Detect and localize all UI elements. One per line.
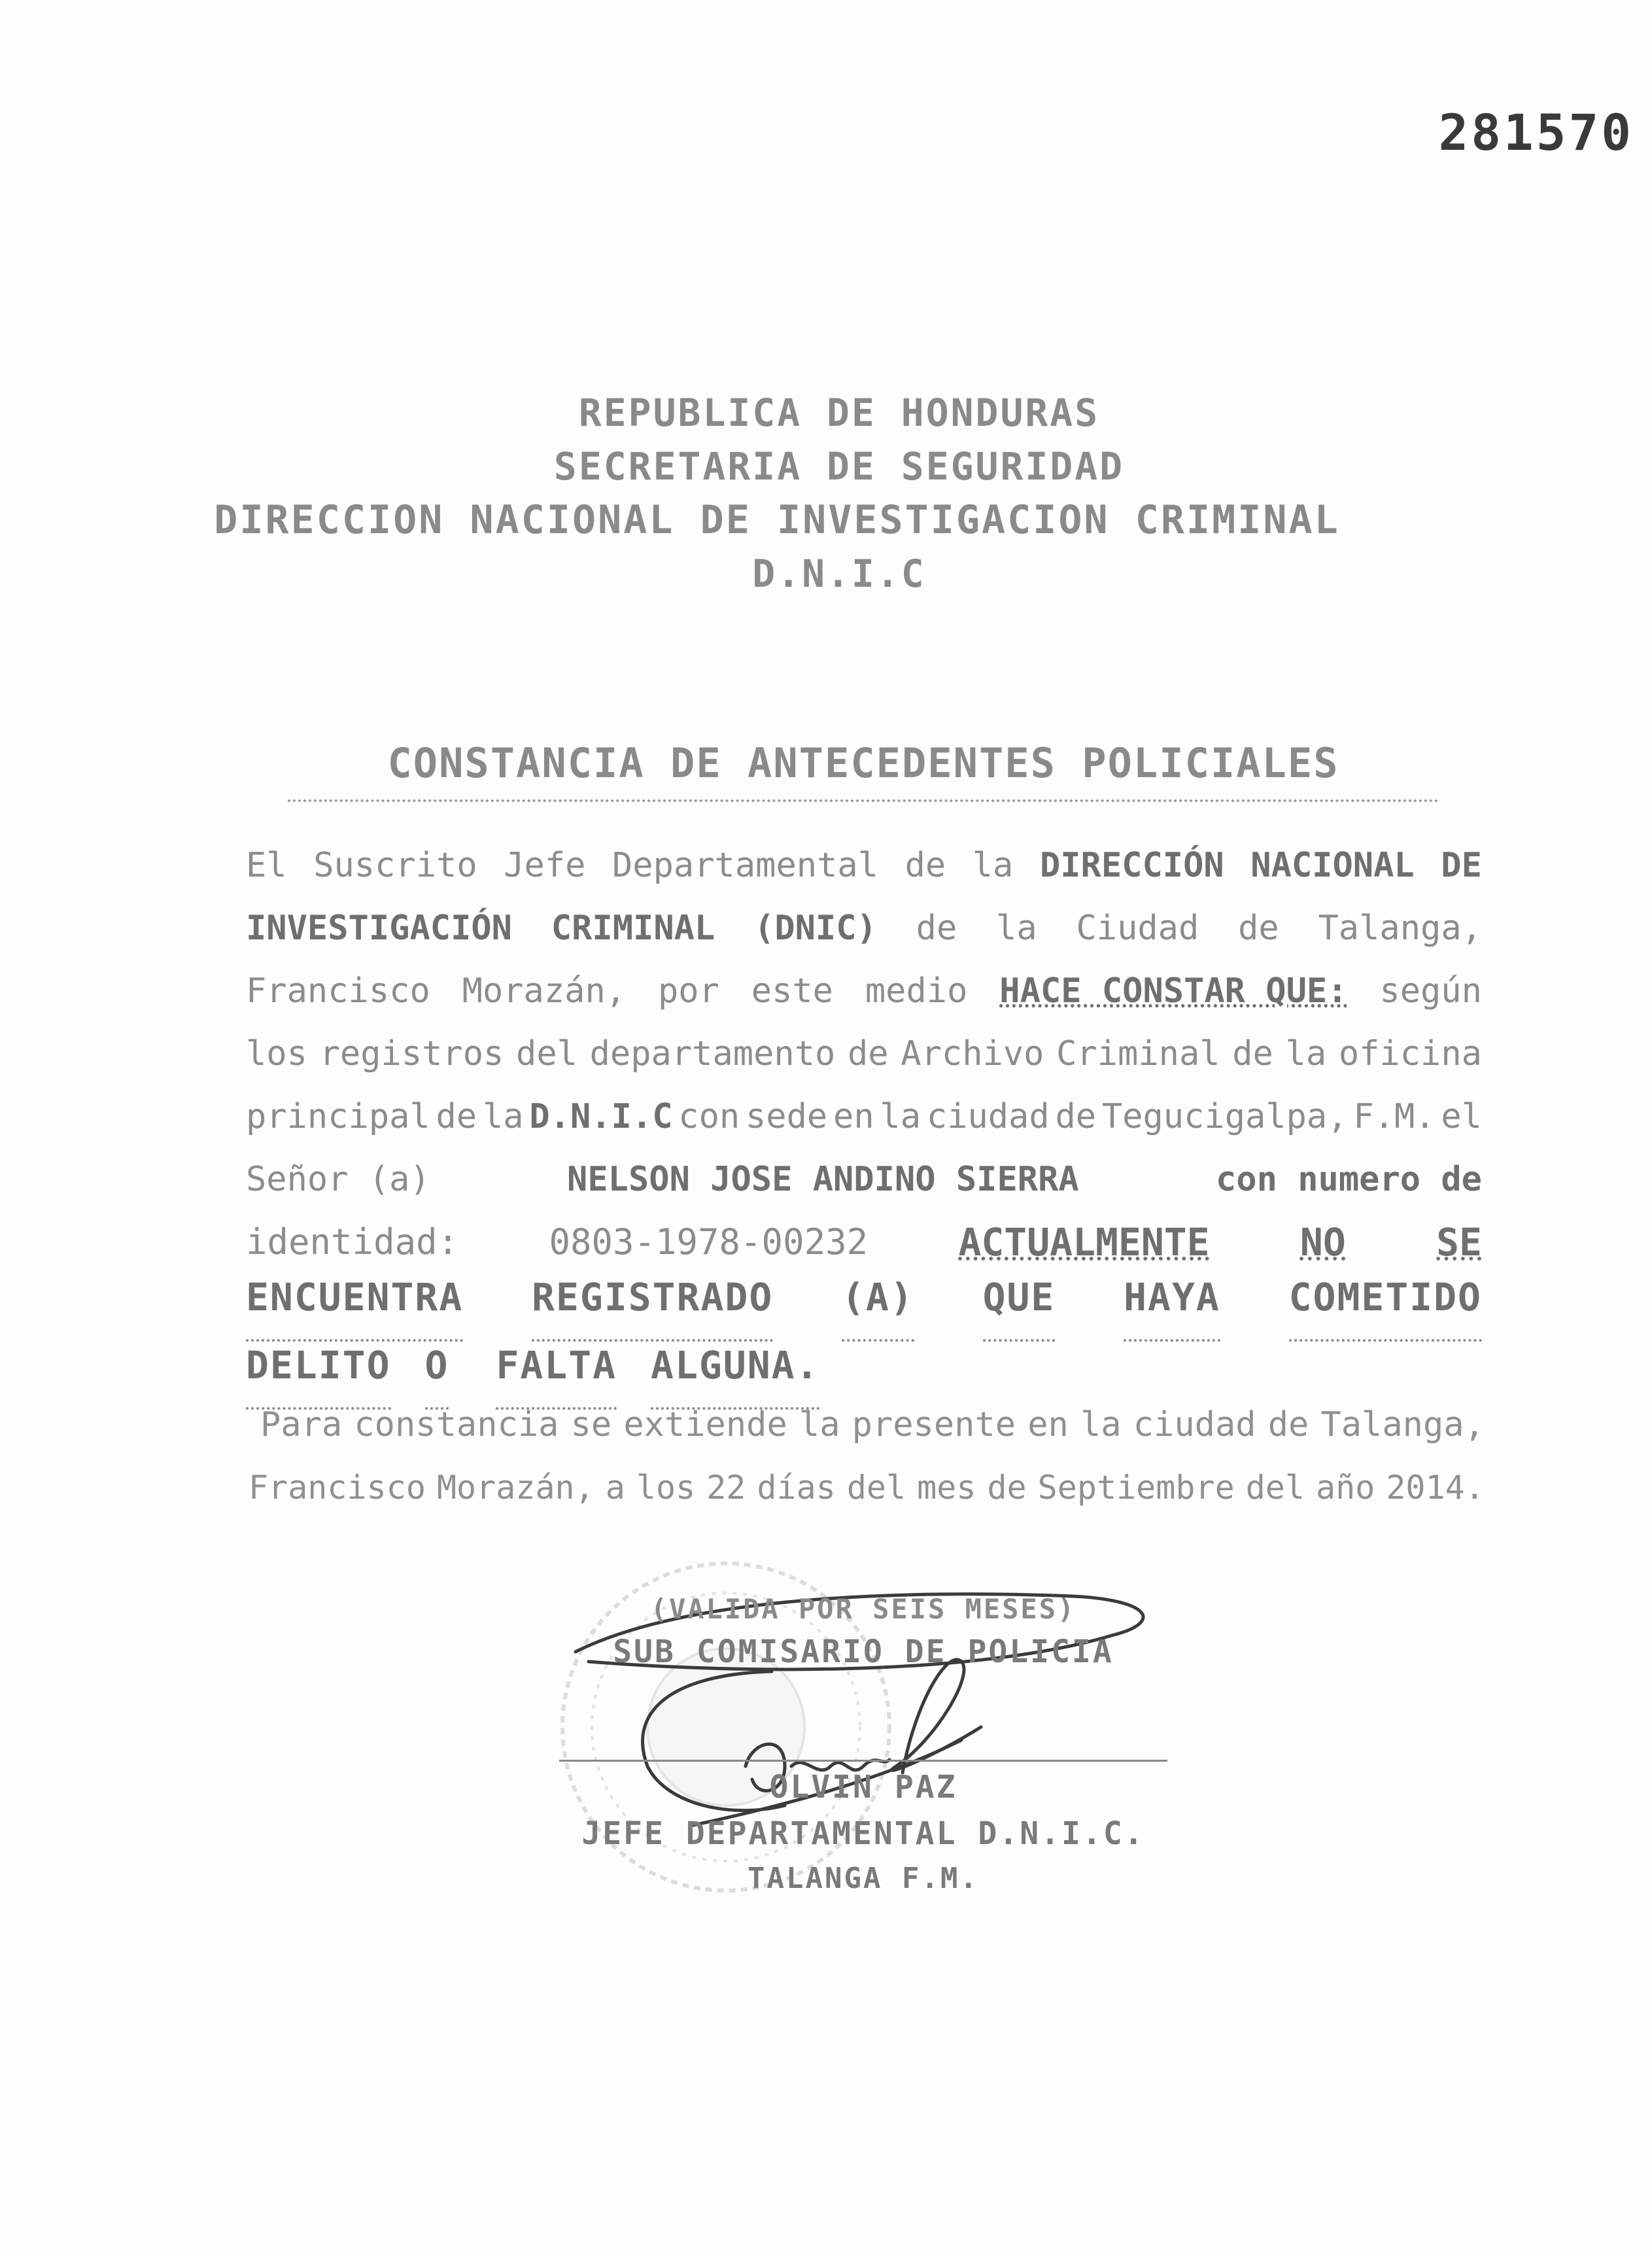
document-header bbox=[0, 386, 1652, 601]
body-line-5 bbox=[246, 1085, 1482, 1148]
emph-word: COMETIDO bbox=[1289, 1274, 1482, 1342]
signature-block bbox=[549, 1590, 1177, 1900]
emph-word: O bbox=[425, 1342, 449, 1410]
word-bold: (DNIC) bbox=[754, 909, 877, 948]
body-line-6 bbox=[246, 1148, 1482, 1211]
id-number: 0803-1978-00232 bbox=[549, 1221, 869, 1263]
word: este bbox=[751, 971, 833, 1011]
word: mes bbox=[917, 1469, 976, 1507]
word: Departamental bbox=[612, 846, 878, 885]
body-line-1 bbox=[246, 834, 1482, 897]
emph-word: SE bbox=[1436, 1220, 1482, 1265]
word: Francisco bbox=[246, 971, 430, 1011]
word: la bbox=[880, 1097, 921, 1136]
word: de bbox=[1232, 1034, 1273, 1073]
word-bold: INVESTIGACIÓN bbox=[246, 909, 512, 948]
word: de bbox=[904, 846, 946, 885]
word: El bbox=[246, 846, 287, 885]
signer-title: JEFE DEPARTAMENTAL D.N.I.C. bbox=[581, 1815, 1145, 1852]
word: del bbox=[1245, 1469, 1305, 1507]
word: Morazán, bbox=[436, 1469, 594, 1507]
word: medio bbox=[865, 971, 968, 1011]
emph-word: ALGUNA. bbox=[651, 1342, 819, 1410]
word: 22 bbox=[706, 1469, 746, 1507]
body-line-4 bbox=[246, 1022, 1482, 1085]
serial-number: 281570 bbox=[1438, 103, 1634, 162]
word: Para bbox=[260, 1405, 343, 1444]
signer-rank: SUB COMISARIO DE POLICIA bbox=[613, 1633, 1114, 1670]
header-country: REPUBLICA DE HONDURAS bbox=[578, 391, 1100, 435]
emph-word: DELITO bbox=[246, 1342, 391, 1410]
word: Talanga, bbox=[1318, 909, 1482, 948]
word-bold: NACIONAL bbox=[1250, 846, 1415, 885]
body-line-7 bbox=[246, 1211, 1482, 1274]
word: oficina bbox=[1338, 1034, 1482, 1073]
word: de bbox=[847, 1034, 889, 1073]
word: Criminal bbox=[1056, 1034, 1220, 1073]
word: la bbox=[972, 846, 1014, 885]
word-bold: CRIMINAL bbox=[551, 909, 715, 948]
word-bold: D.N.I.C bbox=[529, 1097, 673, 1136]
word: registros bbox=[319, 1034, 504, 1073]
title-underline bbox=[288, 799, 1439, 802]
word: año bbox=[1316, 1469, 1375, 1507]
word: ciudad bbox=[926, 1097, 1050, 1136]
signer-location: TALANGA F.M. bbox=[748, 1862, 979, 1895]
title-prefix: Señor (a) bbox=[246, 1160, 430, 1199]
emph-word: NO bbox=[1299, 1220, 1346, 1265]
validity-note: (VALIDA POR SEIS MESES) bbox=[650, 1593, 1076, 1625]
document-title bbox=[288, 739, 1439, 787]
word: Talanga, bbox=[1320, 1405, 1485, 1444]
word: principal bbox=[246, 1097, 430, 1136]
word: Morazán, bbox=[462, 971, 627, 1011]
word: Septiembre bbox=[1037, 1469, 1235, 1507]
signer-name: OLVIN PAZ bbox=[769, 1769, 957, 1806]
word: departamento bbox=[589, 1034, 836, 1073]
word: por bbox=[657, 971, 719, 1011]
word: según bbox=[1379, 971, 1482, 1011]
word: se bbox=[570, 1405, 612, 1444]
closing-line-1 bbox=[249, 1393, 1485, 1456]
emph-word: ACTUALMENTE bbox=[958, 1220, 1210, 1265]
word: Francisco bbox=[249, 1469, 426, 1507]
word: sede bbox=[746, 1097, 828, 1136]
body-line-2 bbox=[246, 897, 1482, 960]
body-line-8 bbox=[246, 1274, 1482, 1342]
id-label: identidad: bbox=[246, 1221, 459, 1263]
word: en bbox=[833, 1097, 874, 1136]
word: los bbox=[636, 1469, 696, 1507]
header-ministry: SECRETARIA DE SEGURIDAD bbox=[553, 444, 1125, 489]
word: de bbox=[1238, 909, 1279, 948]
word: la bbox=[996, 909, 1037, 948]
word: la bbox=[1080, 1405, 1122, 1444]
word: del bbox=[516, 1034, 577, 1073]
word: Ciudad bbox=[1076, 909, 1199, 948]
emph-word: QUE bbox=[983, 1274, 1056, 1342]
body-line-3 bbox=[246, 960, 1482, 1022]
word: extiende bbox=[623, 1405, 787, 1444]
word: la bbox=[799, 1405, 840, 1444]
id-intro: con numero de bbox=[1216, 1160, 1482, 1199]
word: la bbox=[1285, 1034, 1327, 1073]
word: de bbox=[987, 1469, 1027, 1507]
word-bold: DE bbox=[1441, 846, 1482, 885]
emph-word: ENCUENTRA bbox=[246, 1274, 463, 1342]
word: con bbox=[678, 1097, 740, 1136]
word: la bbox=[482, 1097, 524, 1136]
closing-line-2 bbox=[249, 1456, 1485, 1519]
document-title-text: CONSTANCIA DE ANTECEDENTES POLICIALES bbox=[387, 739, 1339, 787]
word: Jefe bbox=[504, 846, 586, 885]
signature-line bbox=[559, 1760, 1167, 1762]
word: de bbox=[916, 909, 957, 948]
certificate-body bbox=[246, 834, 1482, 1410]
word: del bbox=[846, 1469, 906, 1507]
word: en bbox=[1027, 1405, 1069, 1444]
word: Tegucigalpa, bbox=[1101, 1097, 1348, 1136]
word: de bbox=[1267, 1405, 1309, 1444]
word: Suscrito bbox=[313, 846, 477, 885]
word: días bbox=[757, 1469, 836, 1507]
word: de bbox=[1055, 1097, 1097, 1136]
hace-constar-phrase: HACE CONSTAR QUE: bbox=[999, 971, 1348, 1011]
header-acronym: D.N.I.C bbox=[752, 551, 926, 596]
closing-paragraph bbox=[249, 1393, 1485, 1519]
word: de bbox=[436, 1097, 477, 1136]
word: a bbox=[605, 1469, 625, 1507]
emph-word: FALTA bbox=[496, 1342, 617, 1410]
person-name: NELSON JOSE ANDINO SIERRA bbox=[567, 1160, 1079, 1199]
word: presente bbox=[852, 1405, 1016, 1444]
emph-word: (A) bbox=[842, 1274, 914, 1342]
word: el bbox=[1441, 1097, 1482, 1136]
word: constancia bbox=[354, 1405, 559, 1444]
word: los bbox=[246, 1034, 307, 1073]
emph-word: REGISTRADO bbox=[532, 1274, 773, 1342]
word: ciudad bbox=[1133, 1405, 1256, 1444]
header-directorate: DIRECCION NACIONAL DE INVESTIGACION CRIMINAL bbox=[214, 497, 1340, 543]
emph-word: HAYA bbox=[1124, 1274, 1220, 1342]
word: 2014. bbox=[1386, 1469, 1485, 1507]
word: Archivo bbox=[901, 1034, 1044, 1073]
word: F.M. bbox=[1353, 1097, 1436, 1136]
word-bold: DIRECCIÓN bbox=[1039, 846, 1224, 885]
